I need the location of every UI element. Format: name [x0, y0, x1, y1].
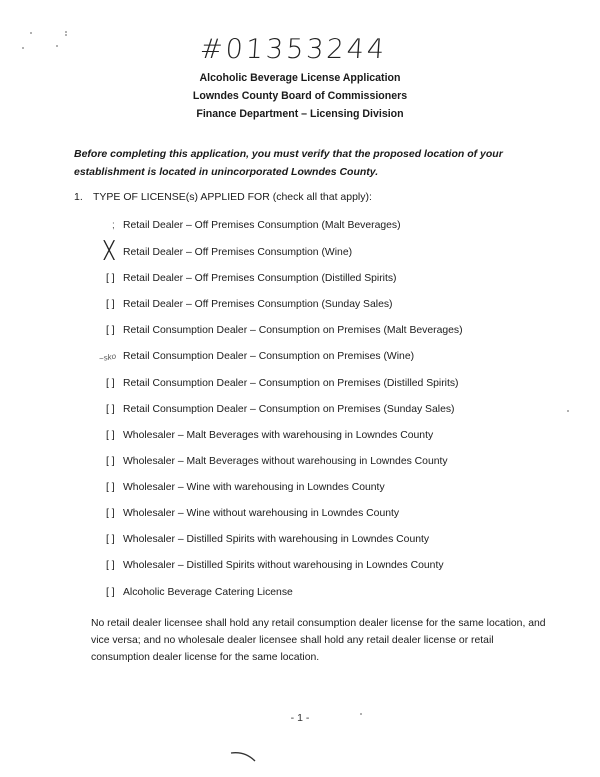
organization-name: Lowndes County Board of Commissioners — [192, 90, 408, 102]
license-option-consumption-spirits[interactable] — [106, 377, 459, 391]
section-heading-text: TYPE OF LICENSE(s) APPLIED FOR (check all that apply): — [93, 191, 372, 203]
checkbox-unchecked[interactable] — [106, 272, 123, 286]
empty-checkbox-brackets: [ ] — [106, 456, 115, 467]
handwritten-file-number: #01353244 — [198, 34, 389, 65]
option-label: Wholesaler – Malt Beverages with warehousing in Lowndes County — [123, 430, 434, 441]
checkbox-checked[interactable] — [104, 241, 123, 261]
scan-speck — [65, 31, 67, 33]
license-option-retail-off-sunday[interactable] — [106, 298, 393, 312]
scan-speck — [56, 45, 58, 47]
checkbox-scribbled[interactable] — [98, 350, 123, 364]
option-label: Wholesaler – Malt Beverages without warehousing in Lowndes County — [123, 456, 448, 467]
checkbox-unchecked[interactable] — [106, 219, 123, 233]
license-option-wholesale-malt-without[interactable] — [106, 455, 448, 469]
empty-checkbox-brackets: [ ] — [106, 273, 115, 284]
checkbox-unchecked[interactable] — [106, 377, 123, 391]
scan-speck — [22, 47, 24, 49]
license-option-wholesale-malt-with[interactable] — [106, 429, 433, 443]
checkbox-unchecked[interactable] — [106, 429, 123, 443]
checkbox-unchecked[interactable] — [106, 481, 123, 495]
scan-speck — [360, 713, 362, 715]
empty-checkbox-brackets: [ ] — [106, 482, 115, 493]
scan-speck — [30, 32, 32, 34]
checkbox-unchecked[interactable] — [106, 324, 123, 338]
division-name: Finance Department – Licensing Division — [196, 108, 404, 120]
option-label: Retail Consumption Dealer – Consumption on Premises (Distilled Spirits) — [123, 378, 459, 389]
checkbox-unchecked[interactable] — [106, 559, 123, 573]
license-option-consumption-wine[interactable] — [98, 350, 415, 364]
scan-speck — [65, 34, 67, 36]
intro-instruction: Before completing this application, you must verify that the proposed location of your establishment is located in unincorporated Lowndes County. — [74, 148, 503, 178]
empty-checkbox-brackets: [ ] — [106, 587, 115, 598]
empty-checkbox-brackets: [ ] — [106, 404, 115, 415]
licensing-restriction-notice: No retail dealer licensee shall hold any retail consumption dealer license for the same location, and vice versa; and no wholesale dealer licensee shall hold any retail dealer license or retail consumption dealer license for the same location. — [91, 618, 546, 663]
license-option-retail-off-malt[interactable] — [106, 219, 401, 233]
handwritten-scribble-icon: ~sko — [98, 351, 117, 364]
license-option-retail-off-wine[interactable] — [104, 241, 353, 261]
option-label: Retail Dealer – Off Premises Consumption (Sunday Sales) — [123, 299, 393, 310]
license-option-retail-off-spirits[interactable] — [106, 272, 397, 286]
section-1-heading — [74, 190, 372, 204]
section-number: 1. — [74, 191, 83, 203]
empty-checkbox-brackets: [ ] — [106, 430, 115, 441]
checkbox-unchecked[interactable] — [106, 298, 123, 312]
option-label: Retail Dealer – Off Premises Consumption (Wine) — [123, 247, 353, 258]
stray-mark-icon: ; — [112, 220, 115, 231]
license-option-wholesale-spirits-with[interactable] — [106, 533, 429, 547]
option-label: Wholesaler – Distilled Spirits without warehousing in Lowndes County — [123, 560, 444, 571]
license-option-consumption-malt[interactable] — [106, 324, 463, 338]
option-label: Retail Consumption Dealer – Consumption on Premises (Wine) — [123, 351, 415, 362]
empty-checkbox-brackets: [ ] — [106, 508, 115, 519]
checkbox-unchecked[interactable] — [106, 403, 123, 417]
checkbox-unchecked[interactable] — [106, 507, 123, 521]
license-option-wholesale-wine-with[interactable] — [106, 481, 385, 495]
pen-stroke-mark-icon — [230, 750, 260, 764]
document-title: Alcoholic Beverage License Application — [199, 72, 401, 84]
scan-speck — [567, 410, 569, 412]
option-label: Wholesaler – Wine with warehousing in Lowndes County — [123, 482, 385, 493]
option-label: Retail Dealer – Off Premises Consumption (Distilled Spirits) — [123, 273, 397, 284]
option-label: Retail Consumption Dealer – Consumption on Premises (Sunday Sales) — [123, 404, 455, 415]
empty-checkbox-brackets: [ ] — [106, 378, 115, 389]
empty-checkbox-brackets: [ ] — [106, 534, 115, 545]
empty-checkbox-brackets: [ ] — [106, 325, 115, 336]
license-option-wholesale-wine-without[interactable] — [106, 507, 399, 521]
option-label: Wholesaler – Wine without warehousing in Lowndes County — [123, 508, 400, 519]
checkbox-unchecked[interactable] — [106, 586, 123, 600]
license-option-wholesale-spirits-without[interactable] — [106, 559, 444, 573]
empty-checkbox-brackets: [ ] — [106, 299, 115, 310]
option-label: Wholesaler – Distilled Spirits with warehousing in Lowndes County — [123, 534, 430, 545]
option-label: Retail Consumption Dealer – Consumption on Premises (Malt Beverages) — [123, 325, 463, 336]
license-option-catering[interactable] — [106, 586, 293, 600]
handwritten-x-check-icon: ╳ — [104, 241, 115, 261]
option-label: Alcoholic Beverage Catering License — [123, 587, 293, 598]
checkbox-unchecked[interactable] — [106, 455, 123, 469]
checkbox-unchecked[interactable] — [106, 533, 123, 547]
page-number: - 1 - — [290, 712, 310, 724]
license-option-consumption-sunday[interactable] — [106, 403, 455, 417]
empty-checkbox-brackets: [ ] — [106, 560, 115, 571]
document-header — [0, 69, 600, 123]
option-label: Retail Dealer – Off Premises Consumption (Malt Beverages) — [123, 220, 401, 231]
